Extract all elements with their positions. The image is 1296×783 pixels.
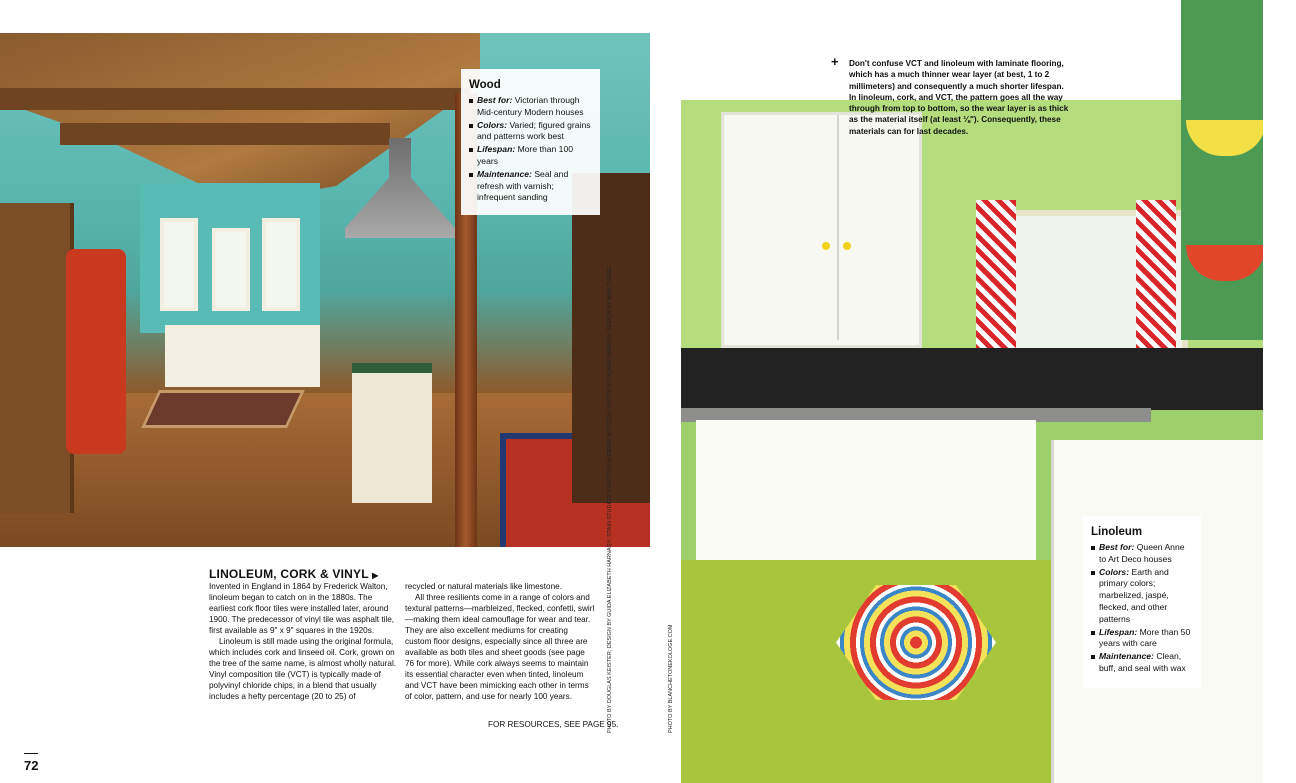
green-shelves (1181, 0, 1263, 340)
red-refrigerator (66, 249, 126, 454)
backsplash (681, 348, 1263, 410)
knob (843, 242, 851, 250)
curtain (976, 200, 1016, 365)
item-label: Maintenance: (477, 168, 532, 179)
linoleum-box-list (1091, 542, 1193, 675)
item-label: Colors: (1099, 566, 1130, 577)
item-label: Best for: (1099, 542, 1135, 552)
page-number: 72 (24, 758, 39, 773)
cabinet-divider (837, 115, 839, 340)
item-text: More than 50 years with care (1099, 626, 1191, 649)
item-label: Maintenance: (1099, 651, 1154, 662)
paragraph: All three resilients come in a range of colors and textural patterns—marbleized, flecked, confetti, swirl—making them ideal camouflage for wear and tear. They are also excellent mediums for creating custom floor designs, especially since all three are available as both tiles and sheet goods (see page 76 for more). While cork always seems to maintain its essential character even when tinted, linoleum and VCT have been mimicking each other in terms of color, pattern, and use for nearly 100 years. (405, 593, 595, 701)
item-text: Varied; figured grains and patterns work best (477, 119, 591, 142)
list-item (1091, 567, 1193, 626)
list-item (1091, 651, 1193, 675)
ceiling-beam (60, 123, 390, 145)
list-item (469, 144, 592, 168)
linoleum-info-box (1083, 516, 1201, 688)
wood-box-list (469, 95, 592, 204)
item-text: Earth and primary colors; marbelized, jaspé, flecked, and other patterns (1099, 566, 1169, 624)
paragraph: Linoleum is still made using the original formula, which includes cork and linseed oil. Cork, grown on the tree of the same name, is almost wholly natural. Vinyl composition tile (VCT) is typically made of polyvinyl chloride chips, in a blend that usually includes a hefty percentage (20 to 25) of (209, 637, 397, 701)
wood-box-title: Wood (469, 79, 501, 91)
page-number-rule (24, 753, 38, 754)
photo-credit: PHOTO BY DOUGLAS KEISTER; DESIGN BY GUIDA ELIZABETH HARNAGY; STAIN STUDIOS; PHOTO BY ANDREW WYSOCKI; PHOTO BY BLAINE BRADYA; DESIGN BY MIMI CHENG (607, 266, 613, 733)
item-label: Lifespan: (477, 144, 516, 155)
window (160, 218, 198, 311)
arrow-icon: ▶ (372, 571, 379, 580)
paragraph: recycled or natural materials like limestone. (405, 582, 562, 591)
item-label: Colors: (477, 119, 508, 130)
curtain (1136, 200, 1176, 365)
wood-door (0, 203, 74, 513)
article-column-1 (209, 581, 398, 702)
item-text: Queen Anne to Art Deco houses (1099, 542, 1185, 564)
resources-note: FOR RESOURCES, SEE PAGE 95. (488, 720, 619, 729)
item-text: More than 100 years (477, 144, 574, 166)
window (262, 218, 300, 311)
linoleum-box-title: Linoleum (1091, 526, 1143, 538)
item-text: Seal and refresh with varnish; infrequent sanding (477, 168, 569, 203)
item-label: Best for: (477, 95, 513, 105)
list-item (1091, 627, 1193, 651)
white-cabinets (165, 325, 320, 387)
item-label: Lifespan: (1099, 626, 1138, 637)
wood-info-box (461, 69, 600, 215)
upper-cabinets (721, 112, 922, 348)
ceiling-beam (0, 88, 470, 110)
window (212, 228, 250, 311)
list-item (469, 169, 592, 204)
list-item (1091, 542, 1193, 566)
item-text: Clean, buff, and seal with wax (1099, 651, 1186, 673)
vintage-stove (352, 363, 432, 503)
area-rug (141, 390, 305, 428)
article-column-2 (405, 581, 595, 702)
article-heading (209, 567, 378, 581)
list-item (469, 120, 592, 144)
knob (822, 242, 830, 250)
tip-text: Don't confuse VCT and linoleum with laminate flooring, which has a much thinner wear layer (at best, 1 to 2 millimeters) and consequently a much shorter lifespan. In linoleum, cork, and VCT, the pattern goes all the way through from top to bottom, so the wear layer is as thick as the material itself (at least ⅛"). Consequently, these materials can for last decades. (849, 59, 1069, 136)
plus-icon: + (831, 54, 839, 69)
photo-credit: PHOTO BY BLANCHETONEKOLOGE.COM (668, 624, 674, 733)
paragraph: Invented in England in 1864 by Frederick Walton, linoleum began to catch on in the 1880s. The earliest cork floor tiles were installed later, around 1900. The predecessor of vinyl tile was asphalt tile, first available as 9" x 9" squares in the 1920s. (209, 582, 395, 635)
heading-text: LINOLEUM, CORK & VINYL (209, 567, 369, 581)
list-item (469, 95, 592, 119)
item-text: Victorian through Mid-century Modern houses (477, 95, 584, 117)
